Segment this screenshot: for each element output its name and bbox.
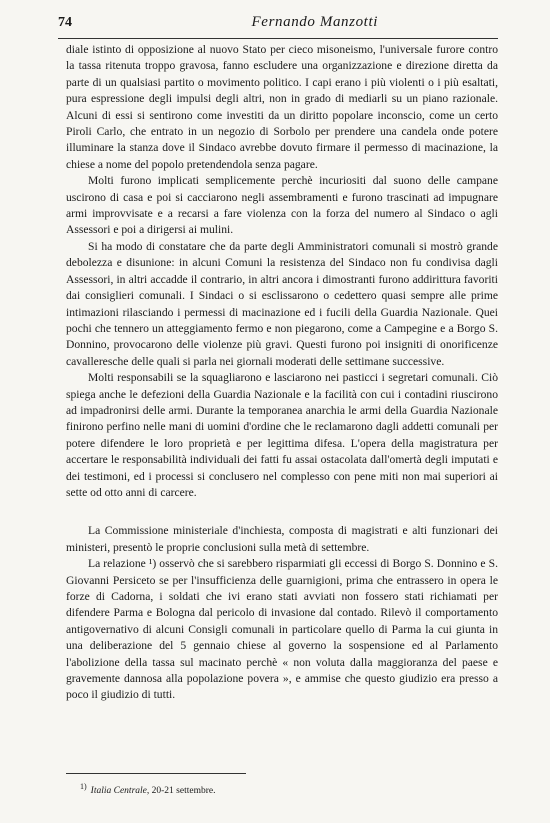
paragraph: diale istinto di opposizione al nuovo Stato per cieco misoneismo, l'universale furore contro la tassa ritenuta troppo gravosa, fanno escludere una organizzazione e direzione diretta da parte di un qualsiasi partito o movimento politico. I capi erano i più violenti o i più esaltati, pura espressione degli impulsi degli altri, non in grado di mediarli su un piano razionale. Alcuni di essi si sentirono come investiti da un diritto popolare inconscio, come un certo Piroli Carlo, che entrato in un negozio di Sorbolo per prendere una candela onde potere illuminare la stanza dove il Sindaco avrebbe dovuto firmare il permesso di macinazione, la chiese a nome del popolo pretendendola senza pagare. <box>66 43 498 171</box>
paragraph: Molti responsabili se la squagliarono e lasciarono nei pasticci i segretari comunali. Ciò spiega anche le defezioni della Guardia Nazionale e la facilità con cui i contadini riuscirono ad impadronirsi delle armi. Durante la temporanea anarchia le armi della Guardia Nazionale finirono perfino nelle mani di uomini d'ordine che le reclamarono dagli addetti comunali per potere difendere le loro proprietà e per legittima difesa. L'opera della magistratura per accertare le responsabilità individuali dei fatti fu assai ostacolata dall'omertà degli imputati e dei testimoni, ed i processi si conclusero nel complesso con pene miti non mai superiori ai sette od otto anni di carcere. <box>66 371 498 499</box>
footnote-source: Italia Centrale <box>90 786 147 797</box>
header-rule <box>58 38 498 39</box>
paragraph: La Commissione ministeriale d'inchiesta, composta di magistrati e alti funzionari dei ministeri, presentò le proprie conclusioni sulla metà di settembre. <box>66 524 498 554</box>
page-header <box>58 14 498 36</box>
paragraph: Molti furono implicati semplicemente perchè incuriositi dal suono delle campane uscirono di casa e poi si cacciarono negli assembramenti e furono trascinati ad impugnare armi improvvisate e a recarsi a fare violenza con la forza del numero al Sindaco o agli Assessori e poi a dirigersi ai mulini. <box>66 174 498 237</box>
section-gap <box>66 501 498 523</box>
page-number: 74 <box>58 15 72 30</box>
main-text <box>66 42 498 704</box>
footnote <box>80 782 215 796</box>
paragraph: Si ha modo di constatare che da parte degli Amministratori comunali si mostrò grande debolezza e disunione: in alcuni Comuni la resistenza del Sindaco non fu condivisa dagli Assessori, in altri accadde il contrario, in altri ancora i dimostranti furono addirittura favoriti dai consiglieri comunali. I Sindaci o si esclissarono o cedettero quasi sempre alle prime intimazioni rilasciando i permessi di macinazione ed i fucili della Guardia Nazionale. Quei pochi che tennero un atteggiamento fermo e non piegarono, come a Campegine e a Borgo S. Donnino, provocarono delle violenze più gravi. Questi furono poi insigniti di onorificenze cavalleresche delle quali si parla nei giornali moderati delle settimane successive. <box>66 239 498 368</box>
paragraph: La relazione ¹) osservò che si sarebbero risparmiati gli eccessi di Borgo S. Donnino e S. Giovanni Persiceto se per l'insufficienza delle guarnigioni, prima che entrassero in opera le forze di Cadorna, i soldati che ivi erano stati avviati non fossero stati richiamati per difendere Parma e Bologna dal pericolo di invasione dal contado. Rilevò il comportamento antigovernativo di alcuni Consigli comunali in particolare quello di Parma la cui giunta in una deliberazione del 5 gennaio chiese al governo la sospensione ed al Parlamento l'abolizione della tassa sul macinato perchè « non voluta dalla maggioranza del paese e gravemente dannosa alla popolazione povera », e ammise che questo giudizio era presso a poco il giudizio di tutti. <box>66 557 498 702</box>
footnote-mark: 1) <box>80 782 87 791</box>
footnote-rule <box>66 773 246 774</box>
footnote-date: , 20-21 settembre. <box>146 786 216 797</box>
running-title: Fernando Manzotti <box>251 14 378 30</box>
